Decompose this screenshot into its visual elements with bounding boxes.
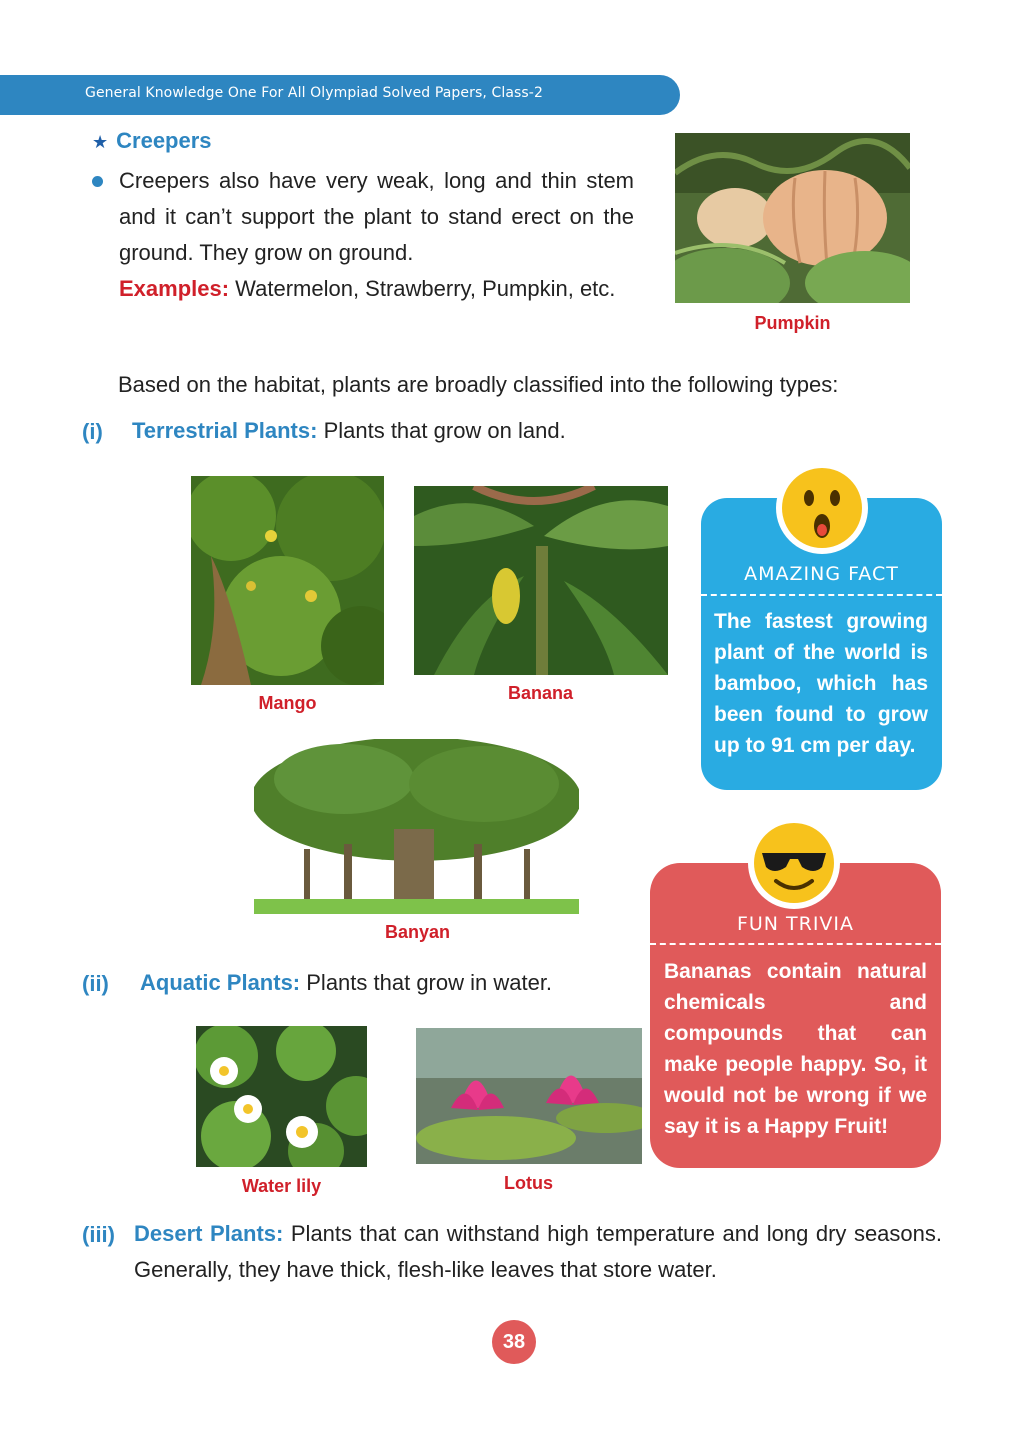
amazing-fact-text: The fastest growing plant of the world is bamboo, which has been found to grow up to 91 cm per day. — [714, 610, 928, 757]
creepers-paragraph — [119, 163, 634, 307]
header-title: General Knowledge One For All Olympiad Solved Papers, Class-2 — [85, 85, 543, 101]
desert-text: Plants that can withstand high temperature and long dry seasons. Generally, they have thick, flesh-like leaves that store water. — [134, 1221, 942, 1282]
desert-paragraph — [134, 1216, 942, 1288]
water-lily-caption: Water lily — [241, 1176, 322, 1196]
banana-caption: Banana — [507, 683, 574, 703]
banyan-image — [254, 739, 579, 914]
desert-title: Desert Plants: — [134, 1221, 284, 1246]
amazing-fact-title: AMAZING FACT — [744, 563, 899, 585]
examples-text: Watermelon, Strawberry, Pumpkin, etc. — [229, 276, 616, 301]
habitat-intro: Based on the habitat, plants are broadly classified into the following types: — [118, 372, 839, 397]
lotus-image — [416, 1028, 642, 1164]
fun-trivia-divider — [650, 943, 941, 945]
water-lily-image — [196, 1026, 367, 1167]
aquatic-title: Aquatic Plants: — [140, 970, 301, 995]
pumpkin-image — [675, 133, 910, 303]
aquatic-text: Plants that grow in water. — [300, 970, 553, 995]
examples-label: Examples: — [119, 276, 230, 301]
mango-image — [191, 476, 384, 685]
page-number: 38 — [492, 1320, 536, 1364]
aquatic-line — [140, 965, 552, 1001]
creepers-heading-text: Creepers — [116, 128, 212, 153]
lotus-caption: Lotus — [504, 1173, 553, 1193]
desert-number: (iii) — [82, 1222, 115, 1247]
amazing-fact-divider — [701, 594, 942, 596]
bullet-icon — [92, 176, 103, 187]
banana-image — [414, 486, 668, 675]
terrestrial-text: Plants that grow on land. — [317, 418, 566, 443]
terrestrial-title: Terrestrial Plants: — [132, 418, 318, 443]
fun-trivia-title: FUN TRIVIA — [736, 913, 855, 935]
sunglasses-emoji-icon — [748, 817, 840, 909]
star-icon: ★ — [92, 132, 109, 152]
pumpkin-caption: Pumpkin — [754, 313, 831, 333]
terrestrial-number: (i) — [82, 419, 103, 444]
banyan-caption: Banyan — [384, 922, 451, 942]
terrestrial-line — [132, 413, 566, 449]
mango-caption: Mango — [258, 693, 317, 713]
aquatic-number: (ii) — [82, 971, 109, 996]
creepers-heading — [92, 128, 212, 154]
fun-trivia-text: Bananas contain natural chemicals and compounds that can make people happy. So, it would not be wrong if we say it is a Happy Fruit! — [664, 960, 927, 1138]
creepers-description: Creepers also have very weak, long and thin stem and it can’t support the plant to stand erect on the ground. They grow on ground. — [119, 168, 634, 265]
surprised-emoji-icon — [776, 462, 868, 554]
